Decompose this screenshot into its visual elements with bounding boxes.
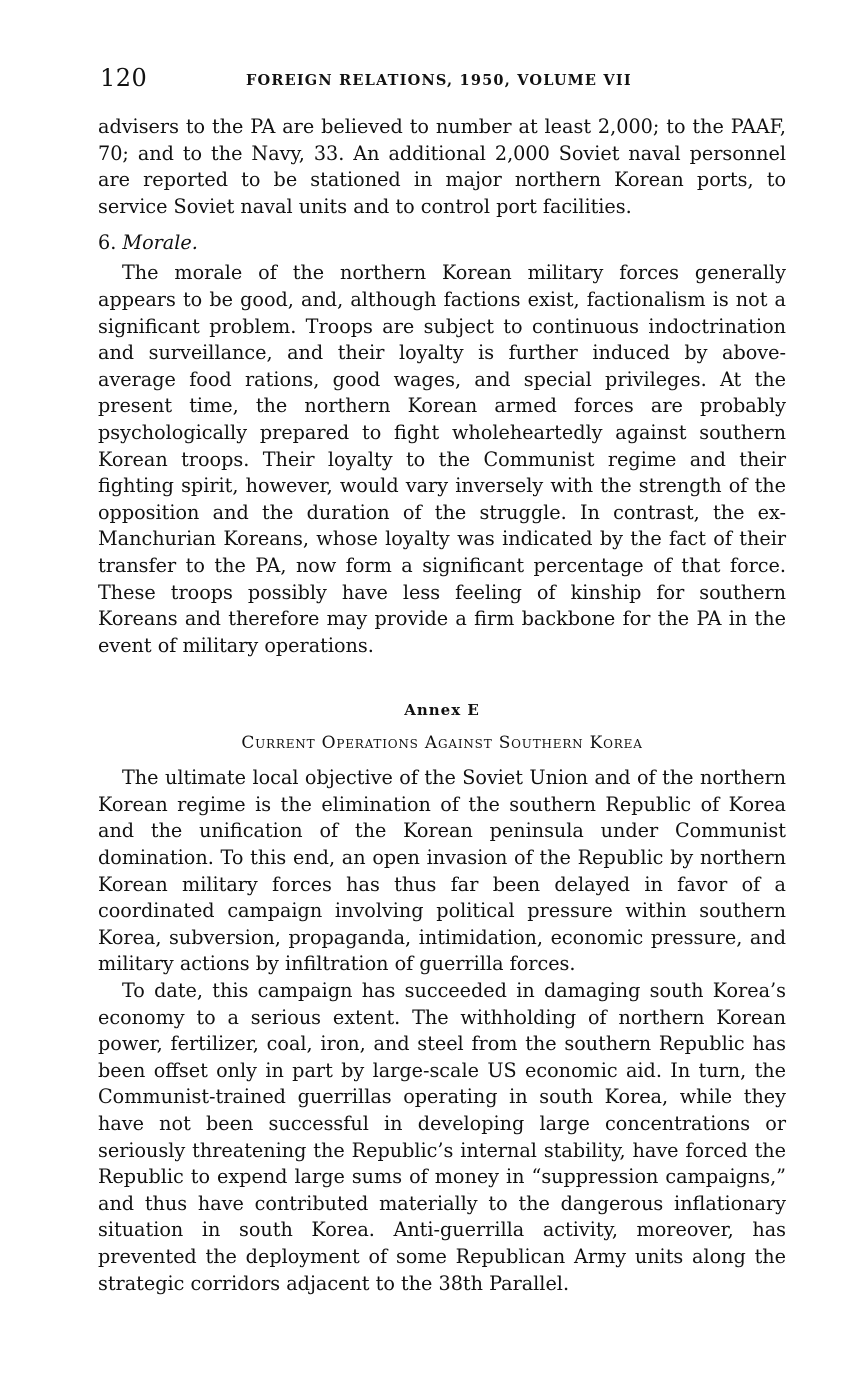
- continued-paragraph: advisers to the PA are believed to number at least 2,000; to the PAAF, 70; and to the Navy, 33. An additional 2,000 Soviet naval personnel are reported to be stationed in major northern Korean ports, to service Soviet naval units and to control port facilities.: [98, 115, 786, 218]
- annex-paragraph-2: To date, this campaign has succeeded in damaging south Korea’s economy to a serious extent. The withholding of northern Korean power, fertilizer, coal, iron, and steel from the southern Republic has been offset only in part by large-scale US economic aid. In turn, the Communist-trained guerrillas operating in south Korea, while they have not been successful in developing large concentrations or seriously threatening the Republic’s internal stability, have forced the Republic to expend large sums of money in “suppression campaigns,” and thus have contributed materially to the dangerous inflationary situation in south Korea. Anti-guerrilla activity, moreover, has prevented the deployment of some Republican Army units along the strategic corridors adjacent to the 38th Parallel.: [98, 979, 786, 1295]
- section-number: 6.: [98, 231, 117, 255]
- section-heading: [98, 230, 786, 256]
- annex-title: Current Operations Against Southern Korea: [241, 733, 643, 754]
- running-header: [98, 64, 786, 98]
- running-title: FOREIGN RELATIONS, 1950, VOLUME VII: [246, 72, 632, 89]
- morale-paragraph: The morale of the northern Korean military forces generally appears to be good, and, although factions exist, factionalism is not a significant problem. Troops are subject to continuous indoctrination and surveillance, and their loyalty is further induced by above-average food rations, good wages, and special privileges. At the present time, the northern Korean armed forces are probably psychologically prepared to fight wholeheartedly against southern Korean troops. Their loyalty to the Communist regime and their fighting spirit, however, would vary inversely with the strength of the opposition and the duration of the struggle. In contrast, the ex-Manchurian Koreans, whose loyalty was indicated by the fact of their transfer to the PA, now form a significant percentage of that force. These troops possibly have less feeling of kinship for southern Koreans and therefore may provide a firm backbone for the PA in the event of military operations.: [98, 261, 786, 657]
- section-title: Morale.: [122, 231, 198, 255]
- page-number: 120: [100, 64, 148, 92]
- annex-paragraph-1: The ultimate local objective of the Soviet Union and of the northern Korean regime is the elimination of the southern Republic of Korea and the unification of the Korean peninsula under Communist domination. To this end, an open invasion of the Republic by northern Korean military forces has thus far been delayed in favor of a coordinated campaign involving political pressure within southern Korea, subversion, propaganda, intimidation, economic pressure, and military actions by infiltration of guerrilla forces.: [98, 766, 786, 976]
- annex-label: Annex E: [404, 701, 480, 720]
- document-page: [98, 64, 786, 1297]
